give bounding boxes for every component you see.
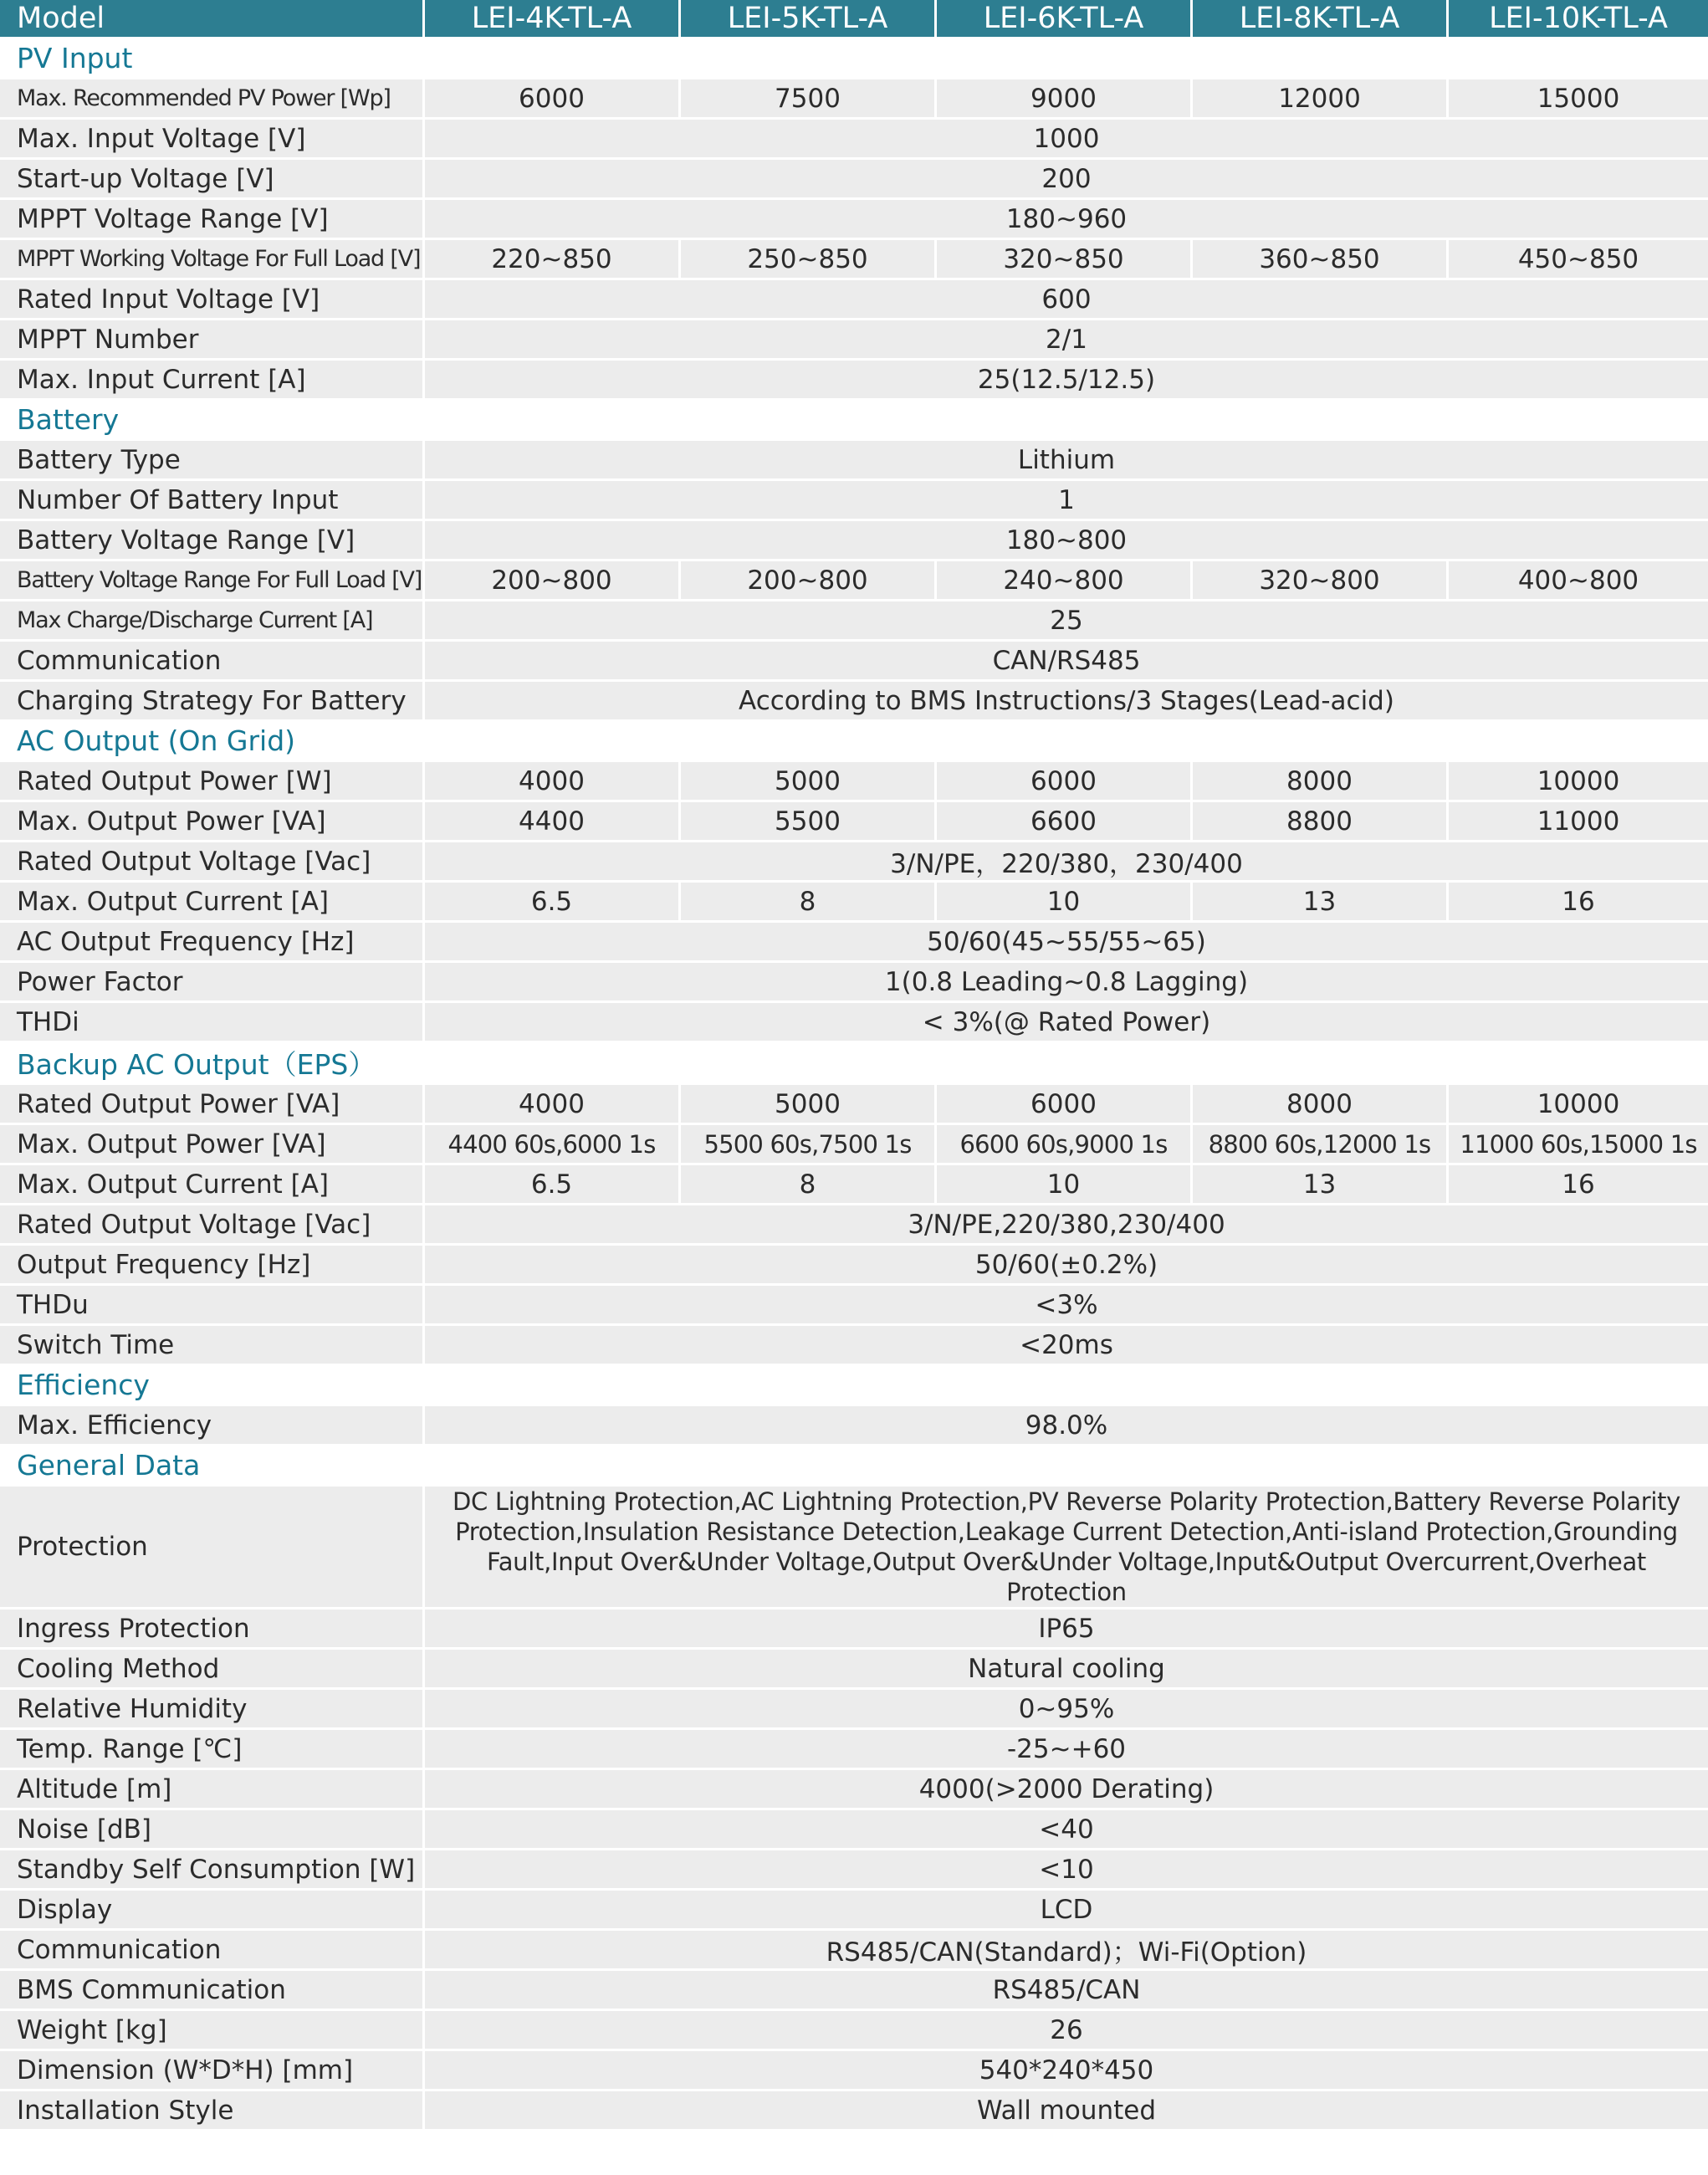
table-row [0,1891,1708,1931]
row-label: MPPT Working Voltage For Full Load [V] [0,240,425,280]
row-label: Max. Input Voltage [V] [0,120,425,160]
cell-value: 9000 [937,79,1193,120]
row-label: Cooling Method [0,1650,425,1690]
table-row [0,682,1708,722]
table-row [0,1810,1708,1850]
row-label: Switch Time [0,1326,425,1366]
section-header-pv-input [0,39,1708,79]
cell-value: 8 [681,883,937,923]
cell-value: 320~800 [1193,561,1449,601]
table-row [0,1730,1708,1770]
cell-value: 5000 [681,1085,937,1125]
section-title: Backup AC Output（EPS） [0,1043,1708,1085]
cell-value: 8000 [1193,1085,1449,1125]
cell-value: 5000 [681,762,937,802]
table-row [0,642,1708,682]
table-row [0,1003,1708,1043]
row-label: Communication [0,642,425,682]
cell-value: CAN/RS485 [425,642,1708,682]
row-label: Installation Style [0,2091,425,2132]
row-label: Altitude [m] [0,1770,425,1810]
table-row [0,762,1708,802]
table-row [0,561,1708,601]
cell-value: 2/1 [425,320,1708,361]
row-label: Dimension (W*D*H) [mm] [0,2051,425,2091]
cell-value: 10 [937,883,1193,923]
cell-value: 16 [1449,1165,1708,1205]
cell-value: 4400 [425,802,681,842]
cell-value: 6000 [937,1085,1193,1125]
model-name: LEI-10K-TL-A [1449,0,1708,39]
cell-value: 13 [1193,1165,1449,1205]
row-label: Max. Output Power [VA] [0,1125,425,1165]
cell-value: RS485/CAN [425,1971,1708,2011]
cell-value: 3/N/PE,220/380,230/400 [425,1205,1708,1246]
row-label: Start-up Voltage [V] [0,160,425,200]
cell-value: 6600 [937,802,1193,842]
cell-value: 6.5 [425,883,681,923]
cell-value: 250~850 [681,240,937,280]
table-row [0,521,1708,561]
row-label: Relative Humidity [0,1690,425,1730]
cell-value: 8000 [1193,762,1449,802]
cell-value: 10 [937,1165,1193,1205]
cell-value: Lithium [425,441,1708,481]
cell-value: 320~850 [937,240,1193,280]
cell-value: 50/60(45~55/55~65) [425,923,1708,963]
row-label: MPPT Number [0,320,425,361]
row-label: Max. Output Current [A] [0,1165,425,1205]
cell-value: 6000 [937,762,1193,802]
table-row [0,1326,1708,1366]
row-label: Battery Type [0,441,425,481]
cell-value: 6.5 [425,1165,681,1205]
row-label: Battery Voltage Range [V] [0,521,425,561]
row-label: Max Charge/Discharge Current [A] [0,601,425,642]
table-row [0,280,1708,320]
row-label: Protection [0,1487,425,1610]
cell-value: 4000 [425,762,681,802]
table-row [0,1125,1708,1165]
row-label: Temp. Range [℃] [0,1730,425,1770]
table-row [0,1085,1708,1125]
row-label: Ingress Protection [0,1610,425,1650]
row-label: Rated Output Voltage [Vac] [0,842,425,883]
cell-value: 12000 [1193,79,1449,120]
cell-value: 10000 [1449,762,1708,802]
cell-value: 11000 60s,15000 1s [1449,1125,1708,1165]
cell-value: 6600 60s,9000 1s [937,1125,1193,1165]
row-label: Noise [dB] [0,1810,425,1850]
cell-value: 4400 60s,6000 1s [425,1125,681,1165]
cell-value: 3/N/PE，220/380，230/400 [425,842,1708,883]
cell-value: According to BMS Instructions/3 Stages(Lead-acid) [425,682,1708,722]
cell-value: 200 [425,160,1708,200]
cell-value: IP65 [425,1610,1708,1650]
cell-value: <10 [425,1850,1708,1891]
cell-value: 1000 [425,120,1708,160]
row-label: AC Output Frequency [Hz] [0,923,425,963]
row-label: Rated Output Voltage [Vac] [0,1205,425,1246]
table-row [0,2051,1708,2091]
cell-value: LCD [425,1891,1708,1931]
cell-value: <3% [425,1286,1708,1326]
cell-value: 8800 60s,12000 1s [1193,1125,1449,1165]
cell-value: 5500 [681,802,937,842]
cell-value: 50/60(±0.2%) [425,1246,1708,1286]
model-header-label: Model [0,0,425,39]
row-label: THDi [0,1003,425,1043]
cell-value: 15000 [1449,79,1708,120]
section-header-efficiency [0,1366,1708,1406]
table-row [0,1650,1708,1690]
cell-value: 1 [425,481,1708,521]
table-row [0,883,1708,923]
model-name: LEI-6K-TL-A [937,0,1193,39]
cell-value: <20ms [425,1326,1708,1366]
cell-value: 6000 [425,79,681,120]
table-row [0,2011,1708,2051]
section-header-general-data [0,1446,1708,1487]
cell-value: 180~960 [425,200,1708,240]
model-name: LEI-4K-TL-A [425,0,681,39]
table-row [0,802,1708,842]
table-row [0,1246,1708,1286]
cell-value: 200~800 [681,561,937,601]
cell-value: 26 [425,2011,1708,2051]
table-row [0,1487,1708,1610]
table-row [0,1286,1708,1326]
cell-value: -25~+60 [425,1730,1708,1770]
section-title: Efficiency [0,1366,1708,1406]
table-row [0,1205,1708,1246]
row-label: Rated Output Power [VA] [0,1085,425,1125]
cell-value: 7500 [681,79,937,120]
cell-value: 4000 [425,1085,681,1125]
cell-value: 400~800 [1449,561,1708,601]
cell-value: 600 [425,280,1708,320]
row-label: Display [0,1891,425,1931]
section-header-backup-ac-output [0,1043,1708,1085]
table-row [0,441,1708,481]
table-row [0,200,1708,240]
row-label: Power Factor [0,963,425,1003]
table-row [0,1850,1708,1891]
cell-value: < 3%(@ Rated Power) [425,1003,1708,1043]
row-label: Max. Input Current [A] [0,361,425,401]
table-row [0,320,1708,361]
section-title: Battery [0,401,1708,441]
row-label: Standby Self Consumption [W] [0,1850,425,1891]
row-label: Rated Input Voltage [V] [0,280,425,320]
table-row [0,481,1708,521]
row-label: Number Of Battery Input [0,481,425,521]
row-label: Rated Output Power [W] [0,762,425,802]
table-row [0,1165,1708,1205]
cell-value: 240~800 [937,561,1193,601]
cell-value: RS485/CAN(Standard)；Wi-Fi(Option) [425,1931,1708,1971]
row-label: Max. Recommended PV Power [Wp] [0,79,425,120]
section-title: AC Output (On Grid) [0,722,1708,762]
cell-value: Natural cooling [425,1650,1708,1690]
cell-value: Wall mounted [425,2091,1708,2132]
cell-value: 98.0% [425,1406,1708,1446]
cell-value: 11000 [1449,802,1708,842]
model-name: LEI-5K-TL-A [681,0,937,39]
row-label: THDu [0,1286,425,1326]
row-label: Weight [kg] [0,2011,425,2051]
table-row [0,1406,1708,1446]
cell-value: 4000(>2000 Derating) [425,1770,1708,1810]
cell-value: 220~850 [425,240,681,280]
cell-value: <40 [425,1810,1708,1850]
cell-value: 200~800 [425,561,681,601]
row-label: Max. Efficiency [0,1406,425,1446]
table-row [0,923,1708,963]
table-row [0,963,1708,1003]
cell-value: 0~95% [425,1690,1708,1730]
cell-value: 16 [1449,883,1708,923]
cell-value: 13 [1193,883,1449,923]
cell-value: 5500 60s,7500 1s [681,1125,937,1165]
cell-value: 8 [681,1165,937,1205]
table-row [0,120,1708,160]
cell-value: 450~850 [1449,240,1708,280]
table-row [0,79,1708,120]
table-row [0,361,1708,401]
row-label: Output Frequency [Hz] [0,1246,425,1286]
row-label: Max. Output Current [A] [0,883,425,923]
cell-value: 8800 [1193,802,1449,842]
section-header-ac-output [0,722,1708,762]
table-row [0,160,1708,200]
row-label: MPPT Voltage Range [V] [0,200,425,240]
cell-value: 180~800 [425,521,1708,561]
table-row [0,1690,1708,1730]
table-row [0,2091,1708,2132]
table-row [0,1610,1708,1650]
row-label: Max. Output Power [VA] [0,802,425,842]
row-label: Charging Strategy For Battery [0,682,425,722]
cell-value: 25(12.5/12.5) [425,361,1708,401]
cell-value: 1(0.8 Leading~0.8 Lagging) [425,963,1708,1003]
table-row [0,1931,1708,1971]
model-name: LEI-8K-TL-A [1193,0,1449,39]
cell-value: 540*240*450 [425,2051,1708,2091]
table-row [0,601,1708,642]
row-label: BMS Communication [0,1971,425,2011]
cell-value: 10000 [1449,1085,1708,1125]
table-row [0,1971,1708,2011]
row-label: Battery Voltage Range For Full Load [V] [0,561,425,601]
table-row [0,240,1708,280]
model-header-row [0,0,1708,39]
section-header-battery [0,401,1708,441]
cell-value: DC Lightning Protection,AC Lightning Protection,PV Reverse Polarity Protection,Battery Reverse Polarity Protection,Insulation Resistance Detection,Leakage Current Detection,Anti-island Protection,Grounding Fault,Input Over&Under Voltage,Output Over&Under Voltage,Input&Output Overcurrent,Overheat Protection [425,1487,1708,1610]
section-title: General Data [0,1446,1708,1487]
cell-value: 25 [425,601,1708,642]
table-row [0,1770,1708,1810]
table-row [0,842,1708,883]
section-title: PV Input [0,39,1708,79]
row-label: Communication [0,1931,425,1971]
cell-value: 360~850 [1193,240,1449,280]
